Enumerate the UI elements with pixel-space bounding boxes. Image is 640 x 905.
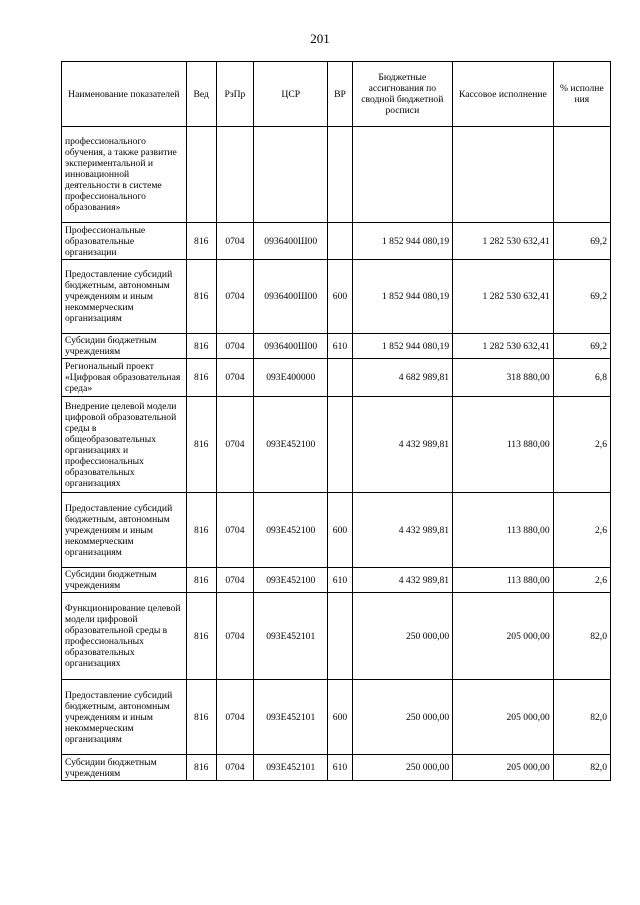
row-ved: 816: [186, 397, 216, 493]
row-csr: 093E452101: [254, 593, 328, 680]
row-csr: 093E452101: [254, 680, 328, 755]
header-vr: ВР: [328, 62, 352, 127]
header-percent: % исполне ния: [553, 62, 610, 127]
table-row: [62, 755, 611, 781]
row-rzpr: [216, 127, 253, 223]
row-vr: [328, 593, 352, 680]
row-percent: 69,2: [553, 223, 610, 260]
row-percent: 82,0: [553, 755, 610, 781]
row-cash: 113 880,00: [453, 397, 554, 493]
row-percent: 2,6: [553, 493, 610, 568]
row-ved: 816: [186, 260, 216, 334]
row-ved: 816: [186, 568, 216, 593]
row-budget: 250 000,00: [352, 593, 453, 680]
row-percent: 2,6: [553, 568, 610, 593]
table-row: [62, 260, 611, 334]
row-rzpr: 0704: [216, 260, 253, 334]
row-name: профессионального обучения, а также развитие экспериментальной и инновационной деятельности в системе профессионального образования»: [62, 127, 187, 223]
header-cash: Кассовое исполнение: [453, 62, 554, 127]
row-vr: [328, 397, 352, 493]
table-row: [62, 593, 611, 680]
row-name: Региональный проект «Цифровая образовательная среда»: [62, 359, 187, 397]
budget-execution-table: [61, 61, 611, 781]
row-csr: 093E400000: [254, 359, 328, 397]
row-vr: [328, 359, 352, 397]
row-csr: [254, 127, 328, 223]
row-name: Предоставление субсидий бюджетным, автономным учреждениям и иным некоммерческим организациям: [62, 680, 187, 755]
row-vr: [328, 223, 352, 260]
row-rzpr: 0704: [216, 593, 253, 680]
row-cash: 318 880,00: [453, 359, 554, 397]
row-percent: 6,8: [553, 359, 610, 397]
row-budget: 1 852 944 080,19: [352, 260, 453, 334]
row-name: Предоставление субсидий бюджетным, автономным учреждениям и иным некоммерческим организациям: [62, 493, 187, 568]
row-csr: 093E452101: [254, 755, 328, 781]
header-budget: Бюджетные ассигнования по сводной бюджетной росписи: [352, 62, 453, 127]
row-cash: 205 000,00: [453, 593, 554, 680]
row-rzpr: 0704: [216, 223, 253, 260]
row-cash: 113 880,00: [453, 568, 554, 593]
row-csr: 0936400Ш00: [254, 260, 328, 334]
row-cash: 1 282 530 632,41: [453, 223, 554, 260]
table-row: [62, 223, 611, 260]
table-row: [62, 680, 611, 755]
row-rzpr: 0704: [216, 397, 253, 493]
row-name: Субсидии бюджетным учреждениям: [62, 568, 187, 593]
table-row: [62, 334, 611, 359]
row-budget: [352, 127, 453, 223]
row-rzpr: 0704: [216, 493, 253, 568]
row-cash: 205 000,00: [453, 680, 554, 755]
header-ved: Вед: [186, 62, 216, 127]
row-budget: 1 852 944 080,19: [352, 334, 453, 359]
row-percent: 2,6: [553, 397, 610, 493]
table-row: [62, 359, 611, 397]
row-name: Субсидии бюджетным учреждениям: [62, 334, 187, 359]
row-budget: 250 000,00: [352, 680, 453, 755]
table-row: [62, 493, 611, 568]
row-budget: 4 432 989,81: [352, 568, 453, 593]
table-header-row: [62, 62, 611, 127]
row-vr: 600: [328, 680, 352, 755]
row-cash: [453, 127, 554, 223]
row-rzpr: 0704: [216, 755, 253, 781]
row-csr: 093E452100: [254, 493, 328, 568]
row-csr: 0936400Ш00: [254, 334, 328, 359]
row-percent: 82,0: [553, 593, 610, 680]
table-row: [62, 127, 611, 223]
header-name: Наименование показателей: [62, 62, 187, 127]
row-cash: 1 282 530 632,41: [453, 334, 554, 359]
row-ved: 816: [186, 593, 216, 680]
row-name: Субсидии бюджетным учреждениям: [62, 755, 187, 781]
row-ved: 816: [186, 680, 216, 755]
row-ved: 816: [186, 493, 216, 568]
row-name: Предоставление субсидий бюджетным, автономным учреждениям и иным некоммерческим организациям: [62, 260, 187, 334]
row-percent: [553, 127, 610, 223]
header-rzpr: РзПр: [216, 62, 253, 127]
row-ved: 816: [186, 359, 216, 397]
row-vr: 610: [328, 755, 352, 781]
row-budget: 4 432 989,81: [352, 397, 453, 493]
row-vr: [328, 127, 352, 223]
row-csr: 093E452100: [254, 397, 328, 493]
row-rzpr: 0704: [216, 680, 253, 755]
row-vr: 610: [328, 334, 352, 359]
row-csr: 0936400Ш00: [254, 223, 328, 260]
row-percent: 69,2: [553, 334, 610, 359]
row-cash: 1 282 530 632,41: [453, 260, 554, 334]
row-name: Внедрение целевой модели цифровой образовательной среды в общеобразовательных организациях и профессиональных образовательных организациях: [62, 397, 187, 493]
row-name: Профессиональные образовательные организации: [62, 223, 187, 260]
row-vr: 610: [328, 568, 352, 593]
row-ved: 816: [186, 223, 216, 260]
row-cash: 205 000,00: [453, 755, 554, 781]
row-budget: 4 432 989,81: [352, 493, 453, 568]
row-percent: 69,2: [553, 260, 610, 334]
row-ved: [186, 127, 216, 223]
row-budget: 250 000,00: [352, 755, 453, 781]
header-csr: ЦСР: [254, 62, 328, 127]
page-number: 201: [310, 31, 330, 46]
row-rzpr: 0704: [216, 568, 253, 593]
row-ved: 816: [186, 334, 216, 359]
row-ved: 816: [186, 755, 216, 781]
table-row: [62, 568, 611, 593]
row-budget: 1 852 944 080,19: [352, 223, 453, 260]
row-name: Функционирование целевой модели цифровой образовательной среды в профессиональных образовательных организациях: [62, 593, 187, 680]
table-row: [62, 397, 611, 493]
row-budget: 4 682 989,81: [352, 359, 453, 397]
row-vr: 600: [328, 260, 352, 334]
row-cash: 113 880,00: [453, 493, 554, 568]
row-rzpr: 0704: [216, 359, 253, 397]
row-rzpr: 0704: [216, 334, 253, 359]
row-csr: 093E452100: [254, 568, 328, 593]
row-vr: 600: [328, 493, 352, 568]
row-percent: 82,0: [553, 680, 610, 755]
